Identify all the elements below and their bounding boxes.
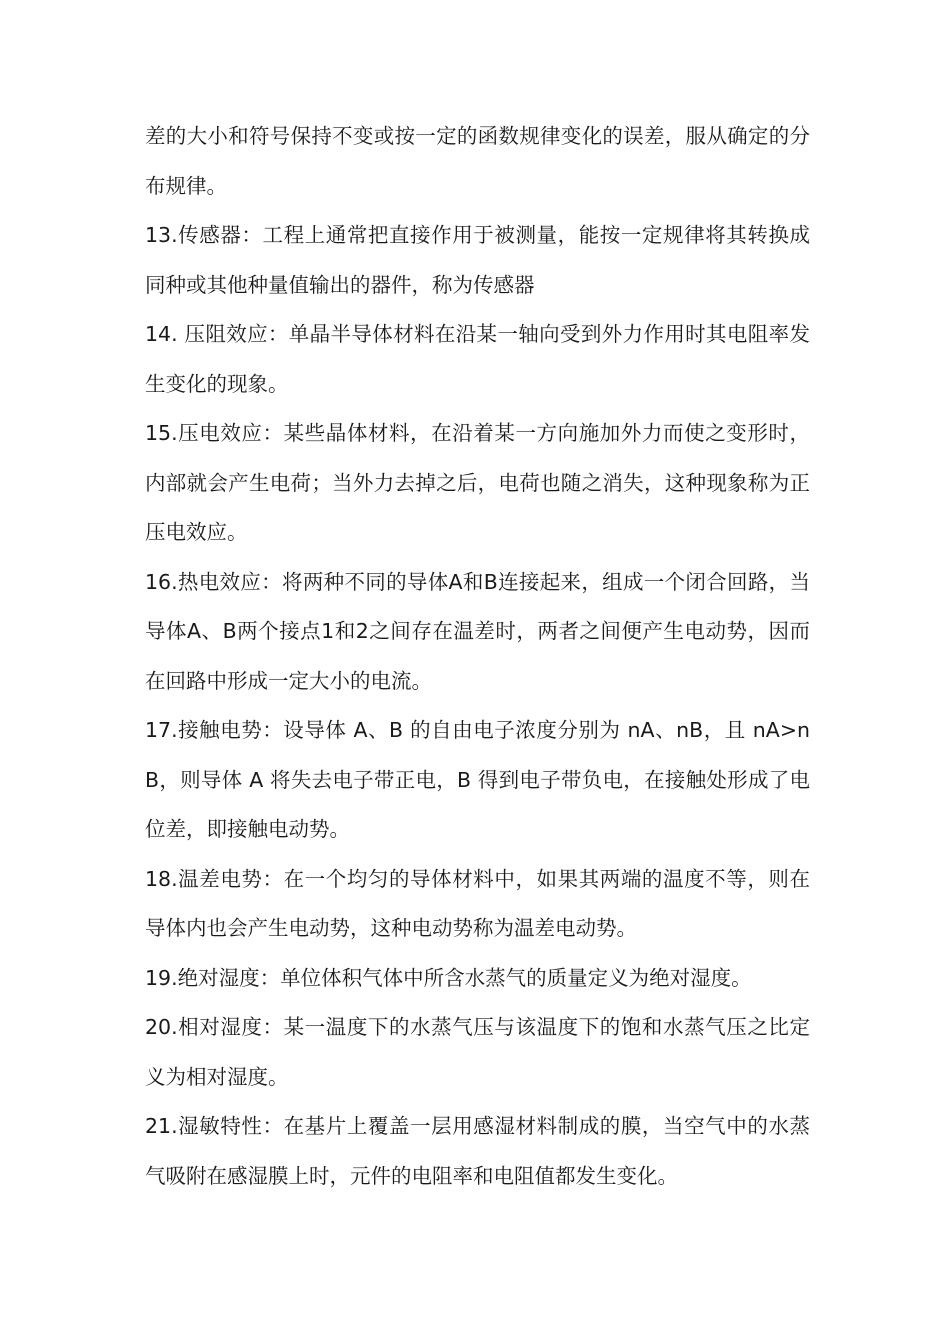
document-body [145,112,810,1201]
paragraph-14-piezoresistive: 14. 压阻效应：单晶半导体材料在沿某一轴向受到外力作用时其电阻率发生变化的现象。 [145,322,810,396]
paragraph-17-contact-potential: 17.接触电势：设导体 A、B 的自由电子浓度分别为 nA、nB，且 nA>nB，则导体 A 将失去电子带正电，B 得到电子带负电，在接触处形成了电位差，即接触电动势。 [145,718,810,841]
paragraph-13-sensor: 13.传感器：工程上通常把直接作用于被测量，能按一定规律将其转换成同种或其他种量值输出的器件，称为传感器 [145,223,810,297]
paragraph-15-piezoelectric: 15.压电效应：某些晶体材料，在沿着某一方向施加外力而使之变形时，内部就会产生电荷；当外力去掉之后，电荷也随之消失，这种现象称为正压电效应。 [145,421,810,544]
paragraph-error-continuation: 差的大小和符号保持不变或按一定的函数规律变化的误差，服从确定的分布规律。 [145,124,810,198]
paragraph-18-thermal-emf: 18.温差电势：在一个均匀的导体材料中，如果其两端的温度不等，则在导体内也会产生电动势，这种电动势称为温差电动势。 [145,866,810,940]
paragraph-21-humidity-sensitivity: 21.湿敏特性：在基片上覆盖一层用感湿材料制成的膜，当空气中的水蒸气吸附在感湿膜上时，元件的电阻率和电阻值都发生变化。 [145,1114,810,1188]
paragraph-16-thermoelectric: 16.热电效应：将两种不同的导体A和B连接起来，组成一个闭合回路，当导体A、B两个接点1和2之间存在温差时，两者之间便产生电动势，因而在回路中形成一定大小的电流。 [145,569,810,693]
paragraph-20-relative-humidity: 20.相对湿度：某一温度下的水蒸气压与该温度下的饱和水蒸气压之比定义为相对湿度。 [145,1015,810,1089]
paragraph-19-absolute-humidity: 19.绝对湿度：单位体积气体中所含水蒸气的质量定义为绝对湿度。 [145,965,752,990]
